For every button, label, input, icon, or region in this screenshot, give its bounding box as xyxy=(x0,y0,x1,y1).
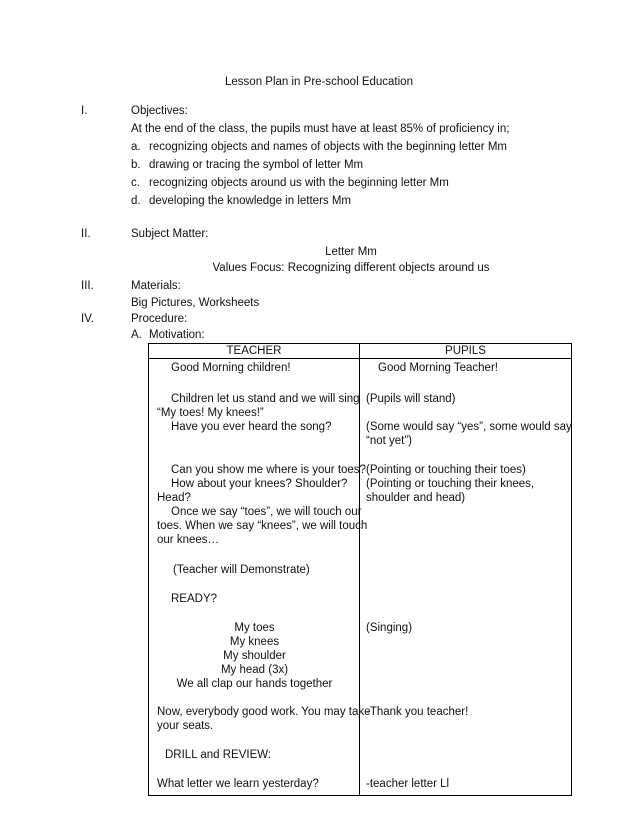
pupils-cell xyxy=(360,359,572,796)
song-line: My shoulder xyxy=(223,650,286,662)
pupil-line: (Some would say “yes”, some would say xyxy=(366,421,572,433)
pupil-line: (Pupils will stand) xyxy=(366,393,456,405)
objective-letter-a: a. xyxy=(131,141,141,153)
objective-text-b: drawing or tracing the symbol of letter Mm xyxy=(149,159,364,171)
pupil-line: -Thank you teacher! xyxy=(366,706,469,718)
objective-letter-b: b. xyxy=(131,159,141,171)
numeral-procedure: IV. xyxy=(81,313,95,325)
teacher-line: Good Morning children! xyxy=(171,362,291,374)
objective-text-c: recognizing objects around us with the beginning letter Mm xyxy=(149,177,449,189)
teacher-line: Now, everybody good work. You may take xyxy=(157,706,371,718)
page-title: Lesson Plan in Pre-school Education xyxy=(225,76,413,88)
teacher-cell xyxy=(149,359,371,796)
pupils-column-header: PUPILS xyxy=(360,344,572,359)
objectives-heading: Objectives: xyxy=(131,105,188,117)
teacher-line: Can you show me where is your toes? xyxy=(171,464,366,476)
teacher-line: “My toes! My knees!” xyxy=(157,407,264,419)
objective-text-d: developing the knowledge in letters Mm xyxy=(149,195,352,207)
objective-text-a: recognizing objects and names of objects with the beginning letter Mm xyxy=(149,141,507,153)
materials-heading: Materials: xyxy=(131,280,181,292)
numeral-subject-matter: II. xyxy=(81,228,91,240)
teacher-line: What letter we learn yesterday? xyxy=(157,778,319,790)
teacher-line: your seats. xyxy=(157,720,214,732)
subject-matter-heading: Subject Matter: xyxy=(131,228,209,240)
pupil-line: (Pointing or touching their toes) xyxy=(366,464,526,476)
teacher-line: (Teacher will Demonstrate) xyxy=(173,564,310,576)
teacher-line: How about your knees? Shoulder? xyxy=(171,478,348,490)
song-line: My toes xyxy=(234,622,275,634)
pupil-line: shoulder and head) xyxy=(366,492,466,504)
numeral-materials: III. xyxy=(81,280,94,292)
subject-topic: Letter Mm xyxy=(325,246,377,258)
teacher-column-header: TEACHER xyxy=(149,344,360,359)
pupil-line: “not yet”) xyxy=(366,435,413,447)
teacher-line: toes. When we say “knees”, we will touch xyxy=(157,520,368,532)
teacher-line: Once we say “toes”, we will touch our xyxy=(171,506,362,518)
materials-list: Big Pictures, Worksheets xyxy=(131,297,260,309)
song-line: We all clap our hands together xyxy=(176,678,333,690)
teacher-line: Children let us stand and we will sing xyxy=(171,393,360,405)
teacher-line: Head? xyxy=(157,492,191,504)
teacher-line: our knees… xyxy=(157,534,220,546)
pupil-line: Good Morning Teacher! xyxy=(378,362,498,374)
motivation-letter: A. xyxy=(131,329,142,341)
pupil-line: -teacher letter Ll xyxy=(366,778,450,790)
objectives-intro: At the end of the class, the pupils must have at least 85% of proficiency in; xyxy=(131,123,510,135)
pupil-line: (Pointing or touching their knees, xyxy=(366,478,535,490)
procedure-heading: Procedure: xyxy=(131,313,188,325)
teacher-line: READY? xyxy=(171,593,218,605)
motivation-table xyxy=(148,343,572,796)
objective-letter-c: c. xyxy=(131,177,140,189)
song-line: My knees xyxy=(229,636,280,648)
numeral-objectives: I. xyxy=(81,105,88,117)
teacher-line: Have you ever heard the song? xyxy=(171,421,332,433)
drill-review-heading: DRILL and REVIEW: xyxy=(165,749,272,761)
song-line: My head (3x) xyxy=(220,664,289,676)
values-focus: Values Focus: Recognizing different objects around us xyxy=(212,262,490,274)
objective-letter-d: d. xyxy=(131,195,141,207)
pupil-line: (Singing) xyxy=(366,622,413,634)
motivation-heading: Motivation: xyxy=(149,329,205,341)
